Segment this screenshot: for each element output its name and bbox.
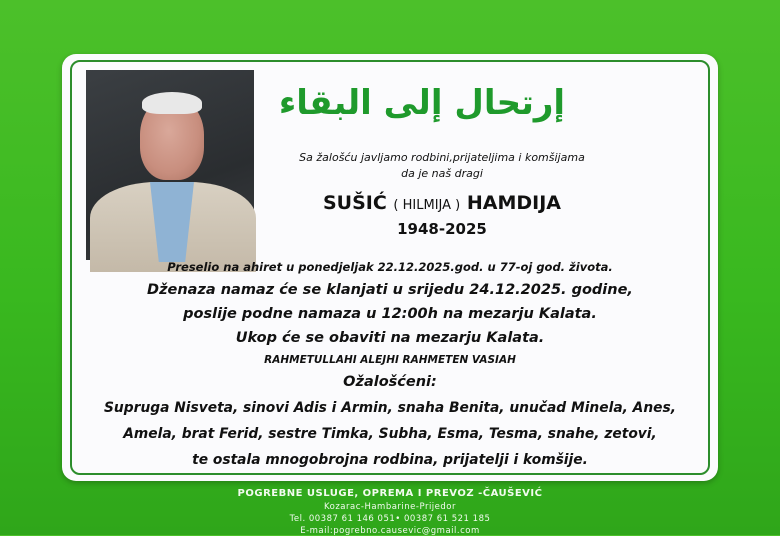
mourners-heading: Ožalošćeni: [343, 374, 437, 390]
intro-line-2: da je naš dragi [401, 167, 483, 180]
death-line: Preselio na ahiret u ponedjeljak 22.12.2025.god. u 77-oj god. života. [167, 260, 613, 274]
mourners-line-3: te ostala mnogobrojna rodbina, prijatelji i komšije. [192, 452, 588, 468]
burial-line: Ukop će se obaviti na mezarju Kalata. [235, 330, 545, 346]
father-name: ( HILMIJA ) [393, 198, 461, 213]
prayer-line-1: Dženaza namaz će se klanjati u srijedu 24.12.2025. godine, [147, 282, 633, 298]
surname: SUŠIĆ [322, 192, 387, 214]
footer-locations: Kozarac-Hambarine-Prijedor [323, 502, 456, 512]
obituary-card [62, 54, 718, 481]
deceased-portrait-photo [86, 70, 254, 260]
mourners-line-2: Amela, brat Ferid, sestre Timka, Subha, Esma, Tesma, snahe, zetovi, [123, 426, 657, 442]
arabic-calligraphy-heading [278, 74, 566, 130]
footer-company: POGREBNE USLUGE, OPREMA I PREVOZ -ČAUŠEVIĆ [237, 488, 543, 499]
life-years: 1948-2025 [397, 220, 487, 238]
deceased-name [232, 192, 652, 214]
arabic-heading-text: إرتحال إلى البقاء [278, 83, 566, 123]
dua-line: RAHMETULLAHI ALEJHI RAHMETEN VASIAH [264, 354, 516, 366]
footer-phones: Tel. 00387 61 146 051• 00387 61 521 185 [289, 514, 491, 524]
mourners-line-1: Supruga Nisveta, sinovi Adis i Armin, snaha Benita, unučad Minela, Anes, [104, 400, 676, 416]
prayer-line-2: poslije podne namaza u 12:00h na mezarju Kalata. [183, 306, 597, 322]
first-name: HAMDIJA [466, 192, 561, 214]
footer-email: E-mail:pogrebno.causevic@gmail.com [300, 526, 480, 536]
intro-line-1: Sa žalošću javljamo rodbini,prijateljima i komšijama [299, 151, 585, 164]
portrait-hair [142, 92, 202, 114]
